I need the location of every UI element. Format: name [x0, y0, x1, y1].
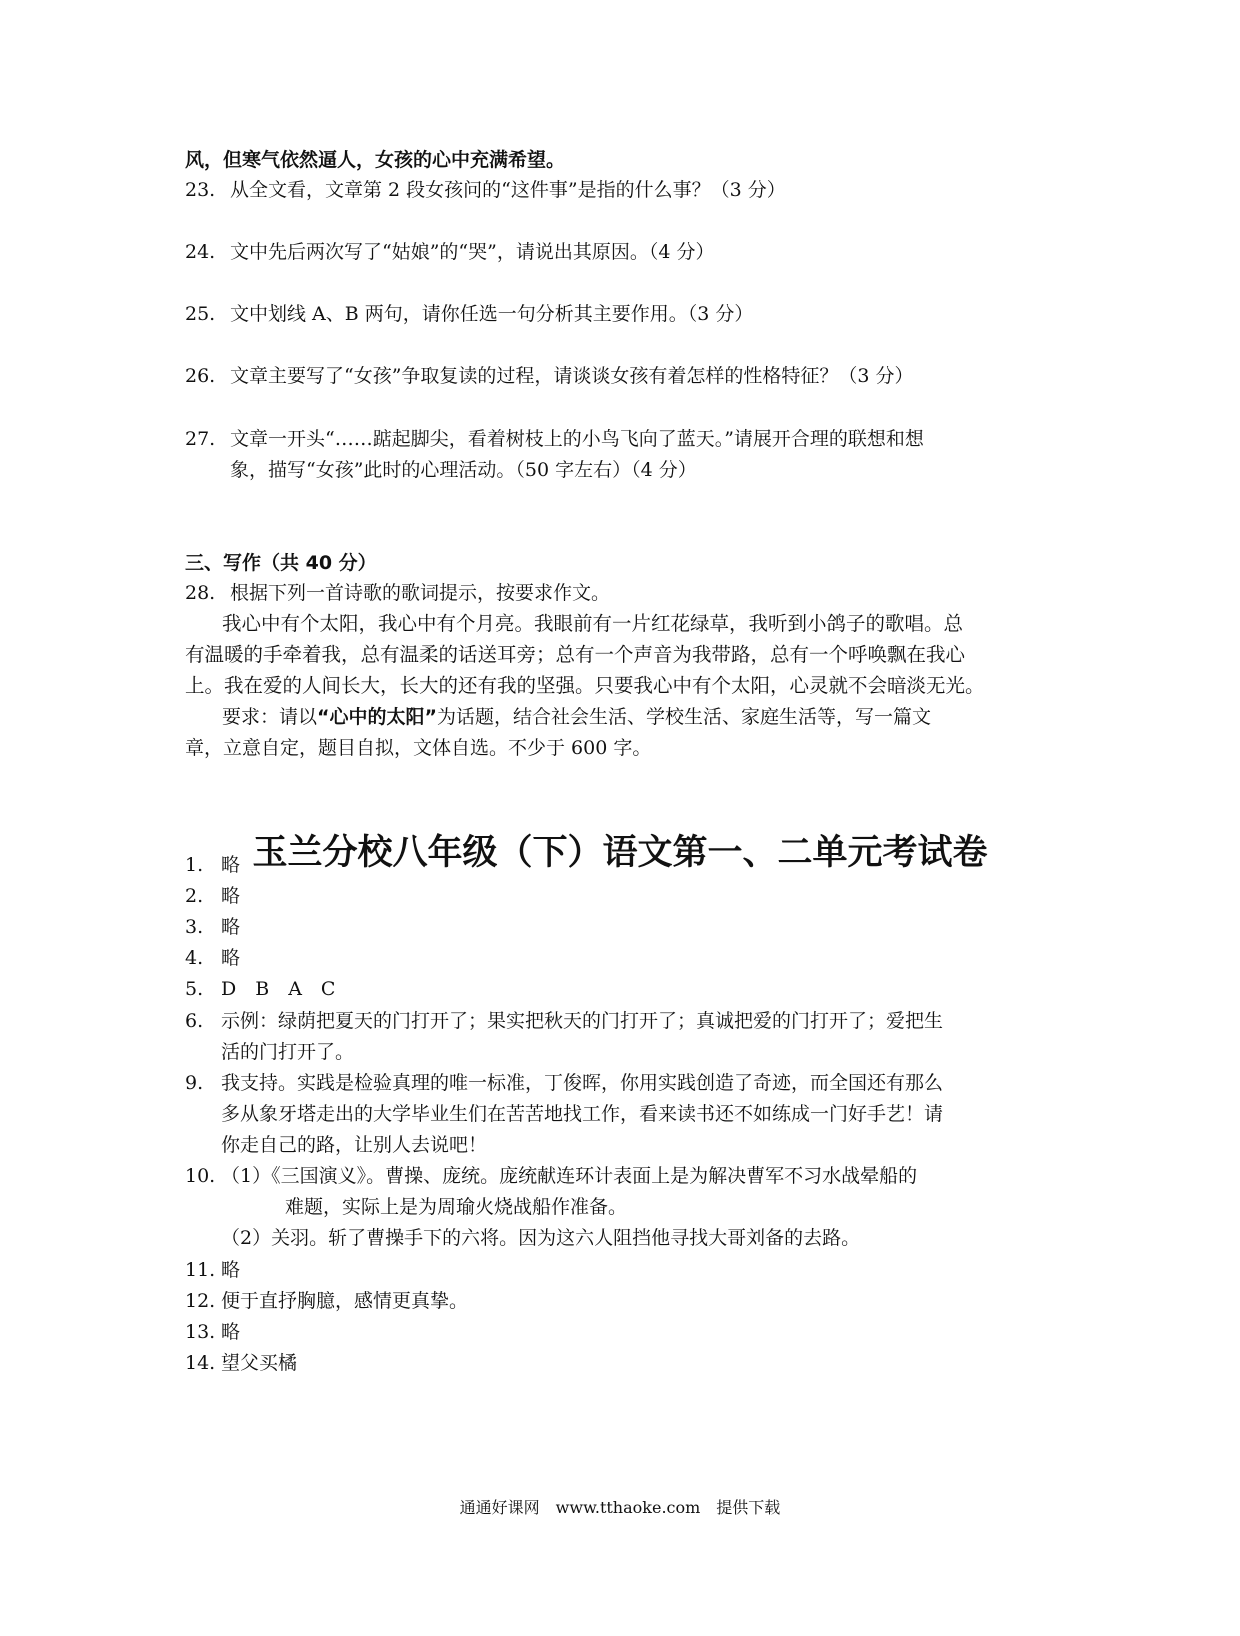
question-text: 文中先后两次写了“姑娘”的“哭”，请说出其原因。（4 分） [230, 241, 715, 263]
answer-text: D B A C [221, 978, 336, 1000]
answer-text: 略 [221, 1259, 241, 1281]
answer-number: 10. [185, 1165, 216, 1187]
answer-sub-item: （2）关羽。斩了曹操手下的六将。因为这六人阻挡他寻找大哥刘备的去路。 [221, 1227, 861, 1249]
question-number: 23. [185, 179, 216, 201]
answer-item [185, 1006, 943, 1036]
question-27 [185, 424, 924, 454]
answer-number: 12. [185, 1290, 216, 1312]
answer-text: 我支持。实践是检验真理的唯一标准，丁俊晖，你用实践创造了奇迹，而全国还有那么 [221, 1072, 944, 1094]
answer-number: 6. [185, 1010, 204, 1032]
answer-item [185, 1286, 468, 1316]
answer-item [185, 912, 240, 942]
section-heading-writing: 三、写作（共 40 分） [185, 552, 377, 574]
answer-item [185, 850, 240, 880]
answer-number: 5. [185, 978, 204, 1000]
question-23 [185, 175, 786, 205]
question-number: 28. [185, 582, 216, 604]
answer-number: 2. [185, 885, 204, 907]
poem-line: 我心中有个太阳，我心中有个月亮。我眼前有一片红花绿草，我听到小鸽子的歌唱。总 [222, 612, 964, 635]
answer-text: 望父买橘 [221, 1352, 298, 1374]
answer-text: 略 [221, 885, 241, 907]
answer-text: 略 [221, 916, 241, 938]
answer-number: 4. [185, 947, 204, 969]
question-text: 文章主要写了“女孩”争取复读的过程，请谈谈女孩有着怎样的性格特征？（3 分） [230, 365, 914, 387]
answer-number: 9. [185, 1072, 204, 1094]
poem-line: 有温暖的手牵着我，总有温柔的话送耳旁；总有一个声音为我带路，总有一个呼唤飘在我心 [185, 643, 966, 666]
question-number: 25. [185, 303, 216, 325]
answer-item [185, 1255, 240, 1285]
requirement-suffix: 为话题，结合社会生活、学校生活、家庭生活等，写一篇文 [437, 706, 932, 728]
answer-text: 示例：绿荫把夏天的门打开了；果实把秋天的门打开了；真诚把爱的门打开了；爱把生 [221, 1010, 944, 1032]
carry-over-line: 风，但寒气依然逼人，女孩的心中充满希望。 [185, 149, 566, 171]
answer-number: 3. [185, 916, 204, 938]
question-text: 从全文看，文章第 2 段女孩问的“这件事”是指的什么事？（3 分） [230, 179, 786, 201]
answer-text: 略 [221, 1321, 241, 1343]
question-text: 文中划线 A、B 两句，请你任选一句分析其主要作用。（3 分） [230, 303, 754, 325]
question-26 [185, 361, 914, 391]
answer-item [185, 1317, 240, 1347]
writing-requirement [222, 702, 931, 732]
page-footer: 通通好课网 www.tthaoke.com 提供下载 [459, 1498, 781, 1517]
answer-continuation: 多从象牙塔走出的大学毕业生们在苦苦地找工作，看来读书还不如练成一门好手艺！请 [221, 1103, 944, 1125]
question-number: 24. [185, 241, 216, 263]
answer-number: 13. [185, 1321, 216, 1343]
answer-item [185, 974, 335, 1004]
answer-item [185, 1068, 943, 1098]
answer-item [185, 881, 240, 911]
question-number: 26. [185, 365, 216, 387]
answer-continuation: 难题，实际上是为周瑜火烧战船作准备。 [285, 1196, 628, 1218]
answer-item [185, 1348, 297, 1378]
answer-number: 1. [185, 854, 204, 876]
question-28 [185, 578, 610, 608]
poem-line: 上。我在爱的人间长大，长大的还有我的坚强。只要我心中有个太阳，心灵就不会暗淡无光。 [185, 674, 985, 697]
question-number: 27. [185, 428, 216, 450]
writing-requirement-continuation: 章，立意自定，题目自拟，文体自选。不少于 600 字。 [185, 737, 652, 759]
requirement-prefix: 要求：请以 [222, 706, 318, 728]
answer-text: 略 [221, 854, 241, 876]
question-text: 根据下列一首诗歌的歌词提示，按要求作文。 [230, 582, 611, 604]
answer-number: 14. [185, 1352, 216, 1374]
question-27-continuation: 象，描写“女孩”此时的心理活动。（50 字左右）（4 分） [230, 459, 697, 481]
answer-continuation: 活的门打开了。 [221, 1041, 355, 1063]
answer-item [185, 943, 240, 973]
answer-text: 便于直抒胸臆，感情更真挚。 [221, 1290, 469, 1312]
answer-item [185, 1161, 917, 1191]
answer-text: 略 [221, 947, 241, 969]
answer-key-title: 玉兰分校八年级（下）语文第一、二单元考试卷 [252, 833, 988, 873]
answer-number: 11. [185, 1259, 216, 1281]
question-24 [185, 237, 714, 267]
question-25 [185, 299, 753, 329]
question-text: 文章一开头“……踮起脚尖，看着树枝上的小鸟飞向了蓝天。”请展开合理的联想和想 [230, 428, 924, 450]
answer-text: （1）《三国演义》。曹操、庞统。庞统献连环计表面上是为解决曹军不习水战晕船的 [221, 1165, 918, 1187]
requirement-topic: “心中的太阳” [317, 706, 437, 728]
answer-continuation: 你走自己的路，让别人去说吧！ [221, 1134, 488, 1156]
